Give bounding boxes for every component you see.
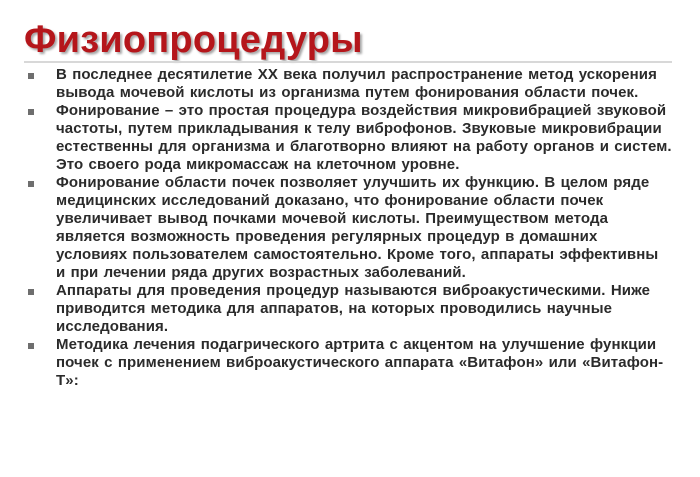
square-bullet-icon [28, 109, 34, 115]
square-bullet-icon [28, 181, 34, 187]
bullet-list [22, 66, 672, 390]
bullet-text: Методика лечения подагрического артрита с акцентом на улучшение функции почек с применением виброакустического аппарата «Витафон» или «Витафон-Т»: [56, 336, 664, 389]
bullet-text: Аппараты для проведения процедур называются виброакустическими. Ниже приводится методика для аппаратов, на которых проводились научные исследования. [56, 282, 651, 335]
title-divider [24, 61, 672, 63]
bullet-item [22, 174, 672, 282]
slide-title: Физиопроцедуры [24, 19, 363, 61]
square-bullet-icon [28, 73, 34, 79]
bullet-item [22, 336, 672, 390]
bullet-item [22, 102, 672, 174]
square-bullet-icon [28, 343, 34, 349]
bullet-text: Фонирование области почек позволяет улучшить их функцию. В целом ряде медицинских исследований доказано, что фонирование области почек увеличивает вывод почками мочевой кислоты. Преимуществом метода является возможность проведения регулярных процедур в домашних условиях пользователем самостоятельно. Кроме того, аппараты эффективны и при лечении ряда других возрастных заболеваний. [56, 174, 659, 281]
bullet-item [22, 66, 672, 102]
bullet-text: В последнее десятилетие XX века получил распространение метод ускорения вывода мочевой кислоты из организма путем фонирования области почек. [56, 66, 657, 101]
bullet-text: Фонирование – это простая процедура воздействия микровибрацией звуковой частоты, путем прикладывания к телу виброфонов. Звуковые микровибрации естественны для организма и благотворно влияют на работу органов и систем. Это своего рода микромассаж на клеточном уровне. [56, 102, 672, 173]
bullet-item [22, 282, 672, 336]
square-bullet-icon [28, 289, 34, 295]
